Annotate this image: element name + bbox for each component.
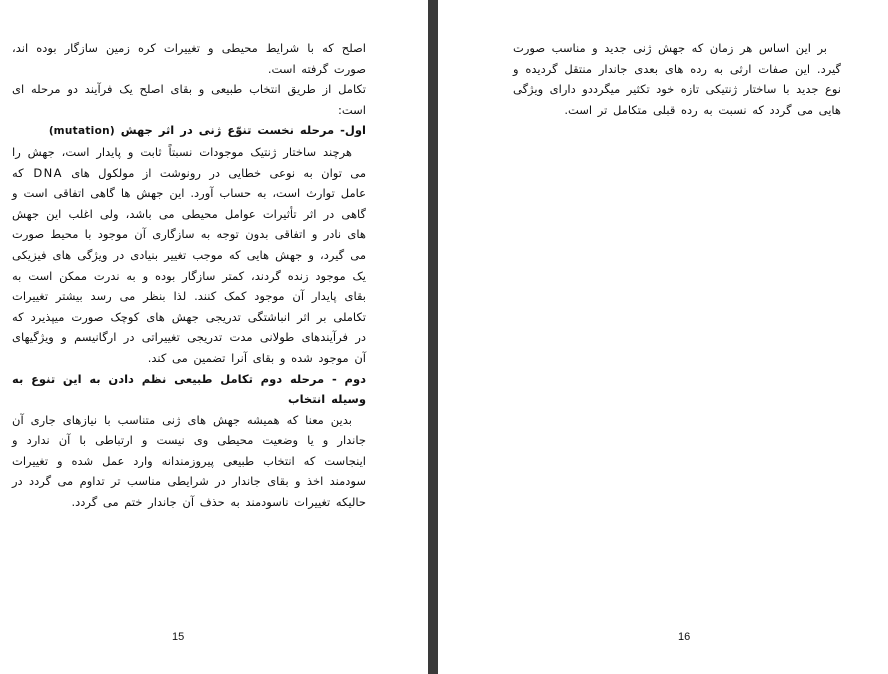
left-page [0,0,428,674]
book-spine-divider [428,0,438,674]
section-heading-second-stage: دوم - مرحله دوم تکامل طبیعی نظم دادن به این تنوع به وسیله انتخاب [12,371,366,407]
page-number: 16 [678,631,691,643]
paragraph-1: اصلح که با شرایط محیطی و تغییرات کره زمین سازگار بوده اند، صورت گرفته است. [12,41,366,76]
right-page [438,0,888,674]
left-page-body [12,38,366,513]
page-number: 15 [172,631,185,643]
right-page-body [513,38,841,120]
paragraph-1: بر این اساس هر زمان که جهش ژنی جدید و مناسب صورت گیرد. این صفات ارثی به رده های بعدی جاندار منتقل گردیده و نوع جدید با ساختار ژنتیکی تازه خود تکثیر میگرددو دارای ویژگی هایی می گردد که نسبت به رده قبلی متکامل تر است. [513,41,841,117]
paragraph-selection: بدین معنا که همیشه جهش های ژنی متناسب با نیازهای جاری آن جاندار و یا وضعیت محیطی وی نیست و ارتباطی با آن ندارد و اینجاست که انتخاب طبیعی پیروزمندانه وارد عمل شده و تغییرات سودمند اخذ و بقای جاندار در شرایطی مناسب تر تداوم می گردد در حالیکه تغییرات ناسودمند به حذف آن جاندار ختم می گردد. [12,412,366,510]
paragraph-mutation: هرچند ساختار ژنتیک موجودات نسبتاً ثابت و پایدار است، جهش را می توان به نوعی خطایی در رونوشت از مولکول های DNA که عامل توارث است، به حساب آورد. این جهش ها گاهی اتفاقی است و گاهی در اثر تأثیرات عوامل محیطی می باشد، ولی اغلب این جهش های نادر و اتفاقی بدون توجه به سازگاری آن موجود با محیط صورت می گیرد، و جهش هایی که موجب تغییر بنیادی در ویژگی های فیزیکی یک موجود زنده گردند، کمتر سازگار بوده و به ندرت ممکن است به بقای پایدار آن موجود کمک کنند. لذا بنظر می رسد بیشتر تغییرات تکاملی بر اثر انباشتگی تدریجی جهش های کوچک صورت میپذیرد که در فرآیندهای طولانی مدت تدریجی تغییراتی در ارگانیسم و ویژگیهای آن موجود شده و بقای آنرا تضمین می کند. [12,144,366,365]
section-heading-first-stage [12,120,366,142]
heading-term-en: (mutation) [48,125,115,138]
heading-text: اول- مرحله نخست تنوّع ژنی در اثر جهش [120,123,366,138]
paragraph-2: تکامل از طریق انتخاب طبیعی و بقای اصلح یک فرآیند دو مرحله ای است: [12,82,366,117]
